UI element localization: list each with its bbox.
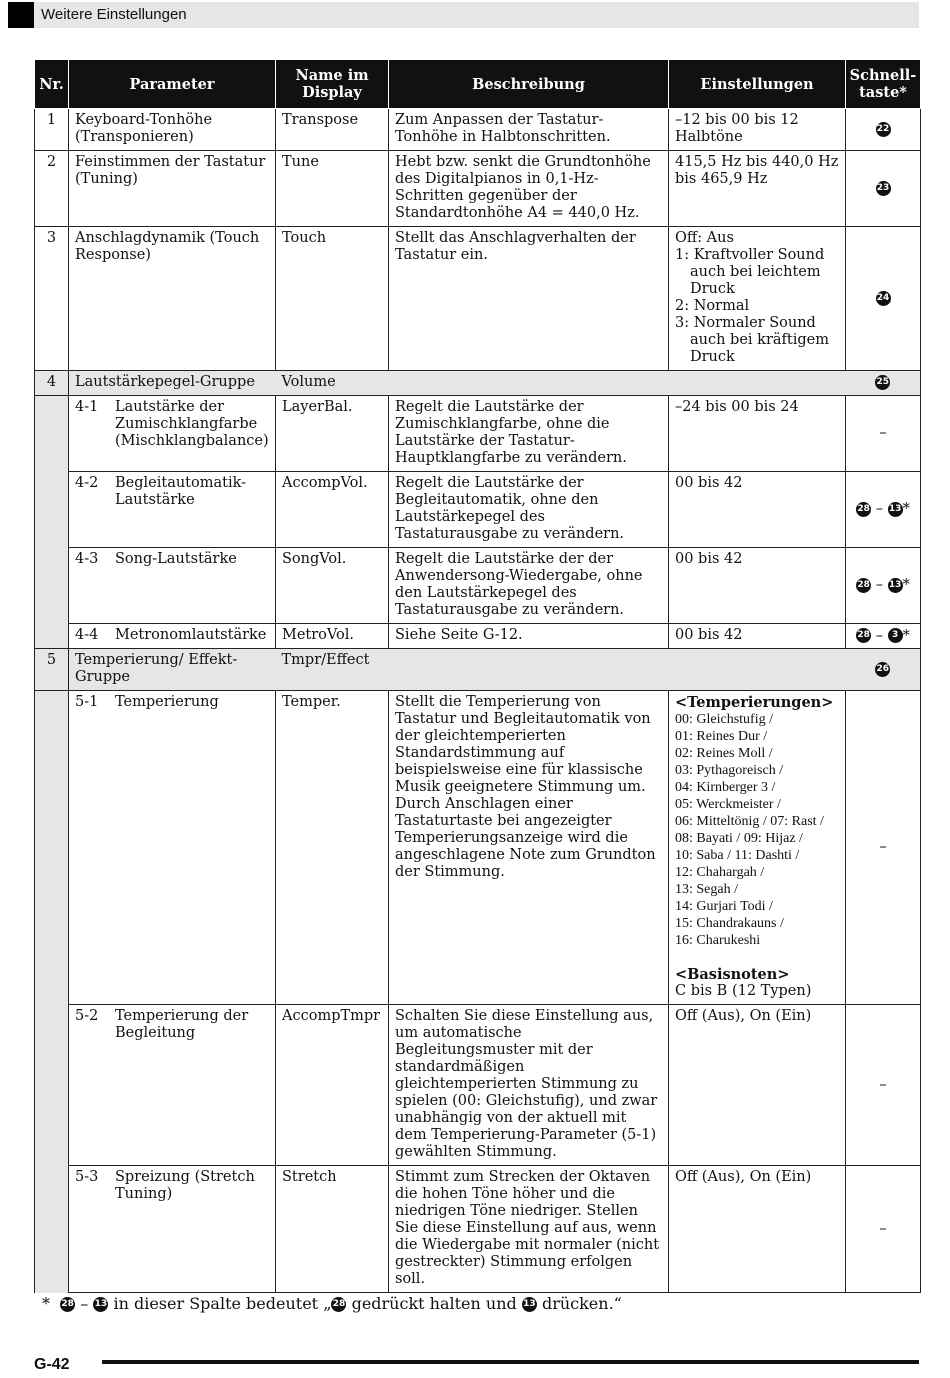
col-header-quick-key: Schnell-taste* (846, 60, 921, 109)
row-nr: 2 (35, 151, 69, 227)
row-settings: 00 bis 42 (669, 548, 846, 624)
row-settings: Off (Aus), On (Ein) (669, 1166, 846, 1293)
row-display-name: Stretch (276, 1166, 389, 1293)
row-display-name: Transpose (276, 109, 389, 151)
temperament-item: 05: Werckmeister / (675, 797, 781, 812)
footer-rule (102, 1360, 919, 1364)
row-parameter: Lautstärke der Zumischklangfarbe (Mischklangbalance) (115, 399, 269, 449)
indent-cell (35, 691, 69, 1293)
key-28-icon: 28 (331, 1297, 346, 1312)
row-parameter: Temperierung/ Effekt-Gruppe (69, 649, 276, 691)
key-26-icon: 26 (875, 662, 890, 677)
row-description: Regelt die Lautstärke der Begleitautomatik, ohne den Lautstärkepegel des Tastaturausgabe zu verändern. (389, 472, 669, 548)
row-quick-key (846, 151, 921, 227)
row-quick-key (846, 624, 921, 649)
row-display-name: Temper. (276, 691, 389, 1005)
temperament-item: 10: Saba / 11: Dashti / (675, 848, 800, 863)
row-display-name: Touch (276, 227, 389, 371)
group-row (35, 371, 921, 396)
temperament-item: 13: Segah / (675, 882, 738, 897)
row-settings (669, 691, 846, 1005)
row-parameter-cell (69, 691, 276, 1005)
base-note-value: C bis B (12 Typen) (675, 983, 812, 999)
row-description: Hebt bzw. senkt die Grundtonhöhe des Digitalpianos in 0,1-Hz-Schritten gegenüber der Standardtonhöhe A4 = 440,0 Hz. (389, 151, 669, 227)
row-parameter: Spreizung (Stretch Tuning) (115, 1169, 255, 1202)
table-row (35, 624, 921, 649)
row-nr: 4-1 (75, 399, 99, 415)
temperament-item: 12: Chahargah / (675, 865, 765, 880)
row-quick-key (846, 472, 921, 548)
row-quick-key (846, 371, 921, 396)
row-settings: 00 bis 42 (669, 624, 846, 649)
footnote-text: drücken.“ (541, 1294, 622, 1313)
row-settings: –12 bis 00 bis 12 Halbtöne (669, 109, 846, 151)
row-parameter: Feinstimmen der Tastatur (Tuning) (69, 151, 276, 227)
setting-option: 3: Normaler Sound auch bei kräftigem Druck (675, 315, 829, 365)
row-description: Stellt die Temperierung von Tastatur und Begleitautomatik von der gleichtemperierten Standardstimmung auf beispielsweise eine für klassische Musik geeignetere Stimmung um. Durch Anschlagen einer Tastaturtaste bei angezeigter Temperierungsanzeige wird die angeschlagene Note zum Grundton der Stimmung. (389, 691, 669, 1005)
temperament-item: 01: Reines Dur / (675, 729, 768, 744)
row-nr: 5-2 (75, 1008, 99, 1024)
temperament-item: 03: Pythagoreisch / (675, 763, 784, 778)
row-parameter-cell (69, 1005, 276, 1166)
temperament-item: 16: Charukeshi (675, 933, 761, 948)
temperament-item: 06: Mitteltönig / 07: Rast / (675, 814, 824, 829)
row-settings (669, 227, 846, 371)
row-parameter-cell (69, 396, 276, 472)
row-quick-key (846, 649, 921, 691)
table-row (35, 151, 921, 227)
setting-option: Off: Aus (675, 230, 734, 246)
col-header-settings: Einstellungen (669, 60, 846, 109)
row-nr: 4 (35, 371, 69, 396)
row-parameter: Keyboard-Tonhöhe (Transponieren) (69, 109, 276, 151)
footnote-text: in dieser Spalte bedeutet „ (113, 1294, 332, 1313)
row-quick-key (846, 109, 921, 151)
row-parameter: Temperierung (115, 694, 219, 710)
row-display-name: MetroVol. (276, 624, 389, 649)
row-display-name: Tmpr/Effect (276, 649, 846, 691)
row-display-name: LayerBal. (276, 396, 389, 472)
temperament-item: 14: Gurjari Todi / (675, 899, 773, 914)
indent-cell (35, 396, 69, 649)
row-description: Regelt die Lautstärke der Zumischklangfarbe, ohne die Lautstärke der Tastatur-Hauptklangfarbe zu verändern. (389, 396, 669, 472)
table-row (35, 472, 921, 548)
row-settings: 00 bis 42 (669, 472, 846, 548)
key-asterisk: * (902, 627, 910, 644)
col-header-description: Beschreibung (389, 60, 669, 109)
key-28-icon: 28 (856, 628, 871, 643)
table-row (35, 396, 921, 472)
row-parameter: Temperierung der Begleitung (115, 1008, 249, 1041)
key-28-icon: 28 (856, 502, 871, 517)
footnote-separator: – (80, 1294, 89, 1313)
row-settings: Off (Aus), On (Ein) (669, 1005, 846, 1166)
row-description: Zum Anpassen der Tastatur-Tonhöhe in Halbtonschritten. (389, 109, 669, 151)
row-parameter: Anschlagdynamik (Touch Response) (69, 227, 276, 371)
row-settings: –24 bis 00 bis 24 (669, 396, 846, 472)
row-display-name: Tune (276, 151, 389, 227)
row-description: Siehe Seite G-12. (389, 624, 669, 649)
row-nr: 4-4 (75, 627, 99, 643)
key-asterisk: * (902, 501, 910, 517)
col-header-display-name: Name im Display (276, 60, 389, 109)
key-25-icon: 25 (875, 375, 890, 390)
row-nr: 5-1 (75, 694, 99, 710)
row-nr: 4-3 (75, 551, 99, 567)
row-quick-key: – (846, 1166, 921, 1293)
table-header-row (35, 60, 921, 109)
key-3-icon: 3 (888, 628, 903, 643)
footnote (42, 1294, 622, 1313)
settings-table (34, 59, 921, 1293)
table-row (35, 109, 921, 151)
row-description: Stimmt zum Strecken der Oktaven die hohen Töne höher und die niedrigen Töne niedriger. Stellen Sie diese Einstellung auf aus, wenn die Wiedergabe mit normaler (nicht gestreckter) Stimmung erfolgen soll. (389, 1166, 669, 1293)
row-nr: 5-3 (75, 1169, 99, 1185)
row-display-name: SongVol. (276, 548, 389, 624)
row-description: Schalten Sie diese Einstellung aus, um automatische Begleitungsmuster mit der standardmäßigen gleichtemperierten Stimmung zu spielen (00: Gleichstufig), und zwar unabhängig von der aktuell mit dem Temperierung-Parameter (5-1) gewählten Stimmung. (389, 1005, 669, 1166)
table-row (35, 227, 921, 371)
key-28-icon: 28 (856, 578, 871, 593)
row-parameter-cell (69, 624, 276, 649)
key-13-icon: 13 (888, 578, 903, 593)
page-number: G-42 (34, 1356, 70, 1373)
group-row (35, 649, 921, 691)
key-23-icon: 23 (876, 181, 891, 196)
temperament-item: 15: Chandrakauns / (675, 916, 784, 931)
key-13-icon: 13 (522, 1297, 537, 1312)
table-row (35, 691, 921, 1005)
temperament-item: 04: Kirnberger 3 / (675, 780, 776, 795)
key-separator: – (875, 627, 883, 644)
section-title: Weitere Einstellungen (41, 6, 187, 23)
setting-option: 1: Kraftvoller Sound auch bei leichtem Druck (675, 247, 825, 297)
row-quick-key (846, 548, 921, 624)
col-header-parameter: Parameter (69, 60, 276, 109)
row-nr: 1 (35, 109, 69, 151)
table-row (35, 548, 921, 624)
col-header-nr: Nr. (35, 60, 69, 109)
row-parameter: Song-Lautstärke (115, 551, 237, 567)
row-quick-key: – (846, 396, 921, 472)
key-24-icon: 24 (876, 291, 891, 306)
key-separator: – (875, 501, 883, 517)
section-header (8, 2, 919, 28)
key-separator: – (875, 577, 883, 593)
row-display-name: AccompTmpr (276, 1005, 389, 1166)
row-description: Regelt die Lautstärke der der Anwendersong-Wiedergabe, ohne den Lautstärkepegel des Tastaturausgabe zu verändern. (389, 548, 669, 624)
row-nr: 4-2 (75, 475, 99, 491)
setting-option: 2: Normal (675, 298, 750, 314)
table-row (35, 1005, 921, 1166)
row-nr: 5 (35, 649, 69, 691)
row-nr: 3 (35, 227, 69, 371)
key-asterisk: * (902, 577, 910, 593)
row-parameter-cell (69, 548, 276, 624)
row-display-name: Volume (276, 371, 846, 396)
base-note-heading: <Basisnoten> (675, 966, 790, 983)
key-13-icon: 13 (93, 1297, 108, 1312)
row-quick-key: – (846, 1005, 921, 1166)
row-quick-key: – (846, 691, 921, 1005)
table-row (35, 1166, 921, 1293)
row-parameter-cell (69, 472, 276, 548)
row-quick-key (846, 227, 921, 371)
row-parameter-cell (69, 1166, 276, 1293)
key-28-icon: 28 (60, 1297, 75, 1312)
temperament-item: 02: Reines Moll / (675, 746, 773, 761)
key-13-icon: 13 (888, 502, 903, 517)
temperament-item: 00: Gleichstufig / (675, 712, 773, 727)
row-parameter: Metronomlautstärke (115, 627, 267, 643)
key-22-icon: 22 (876, 122, 891, 137)
row-parameter: Lautstärkepegel-Gruppe (69, 371, 276, 396)
row-description: Stellt das Anschlagverhalten der Tastatur ein. (389, 227, 669, 371)
row-display-name: AccompVol. (276, 472, 389, 548)
header-marker (8, 2, 34, 28)
footnote-asterisk: * (42, 1294, 50, 1313)
row-parameter: Begleitautomatik-Lautstärke (115, 475, 247, 508)
temperament-heading: <Temperierungen> (675, 694, 834, 711)
temperament-item: 08: Bayati / 09: Hijaz / (675, 831, 803, 846)
row-settings: 415,5 Hz bis 440,0 Hz bis 465,9 Hz (669, 151, 846, 227)
footnote-text: gedrückt halten und (351, 1294, 517, 1313)
